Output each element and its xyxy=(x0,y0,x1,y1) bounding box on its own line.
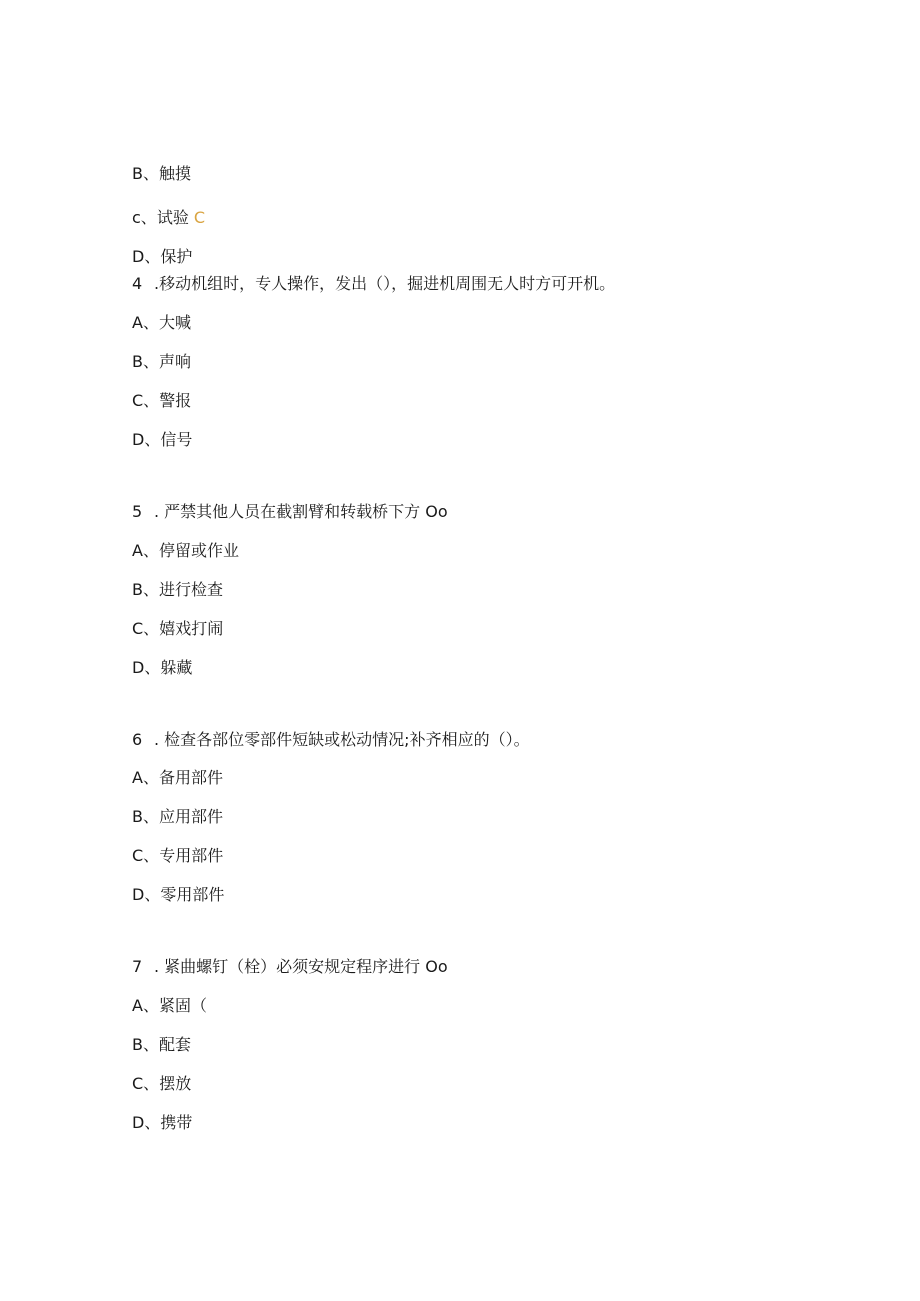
question-number: 6 xyxy=(132,730,143,749)
option-text: 进行检查 xyxy=(158,580,223,599)
option-d xyxy=(132,247,192,267)
option-letter: C、 xyxy=(132,846,160,865)
option-letter: B、 xyxy=(132,807,159,826)
option-letter: D、 xyxy=(132,658,161,677)
option-text: 应用部件 xyxy=(158,807,223,826)
option-a xyxy=(132,996,207,1016)
option-text: 零用部件 xyxy=(160,885,225,904)
option-text: 携带 xyxy=(160,1113,193,1132)
question-text: . 紧曲螺钉（栓）必须安规定程序进行 Oo xyxy=(154,957,448,976)
option-letter: A、 xyxy=(132,313,159,332)
option-b xyxy=(132,352,191,372)
option-letter: B、 xyxy=(132,352,159,371)
option-text: 声响 xyxy=(158,352,191,371)
option-text: 大喊 xyxy=(158,313,191,332)
option-d xyxy=(132,1113,192,1133)
option-letter: A、 xyxy=(132,541,159,560)
option-letter: C、 xyxy=(132,391,160,410)
option-c xyxy=(132,619,223,639)
option-letter: D、 xyxy=(132,247,161,266)
question-text: .移动机组时，专人操作，发出（），掘进机周围无人时方可开机。 xyxy=(154,274,616,293)
question-4 xyxy=(132,274,615,294)
question-text: . 检查各部位零部件短缺或松动情况;补齐相应的（）。 xyxy=(154,730,530,749)
option-letter: C、 xyxy=(132,619,160,638)
option-letter: A、 xyxy=(132,996,159,1015)
option-letter: B、 xyxy=(132,164,159,183)
option-b xyxy=(132,164,191,184)
question-6 xyxy=(132,730,530,750)
option-letter: B、 xyxy=(132,580,159,599)
option-extra-mark: C xyxy=(193,208,206,227)
option-letter: D、 xyxy=(132,1113,161,1132)
question-number: 4 xyxy=(132,274,143,293)
option-letter: D、 xyxy=(132,885,161,904)
option-c xyxy=(132,846,223,866)
option-letter: B、 xyxy=(132,1035,159,1054)
option-text: 嬉戏打闹 xyxy=(159,619,224,638)
option-b xyxy=(132,807,223,827)
option-c xyxy=(132,391,191,411)
option-text: 躲藏 xyxy=(160,658,193,677)
option-text: 配套 xyxy=(158,1035,191,1054)
option-text: 触摸 xyxy=(158,164,191,183)
question-5 xyxy=(132,502,448,522)
option-letter: D、 xyxy=(132,430,161,449)
question-number: 5 xyxy=(132,502,143,521)
option-b xyxy=(132,1035,191,1055)
option-text: 专用部件 xyxy=(159,846,224,865)
option-c xyxy=(132,208,205,228)
option-text: 试验 xyxy=(156,208,189,227)
option-text: 备用部件 xyxy=(158,768,223,787)
option-text: 摆放 xyxy=(159,1074,192,1093)
option-d xyxy=(132,430,192,450)
option-text: 停留或作业 xyxy=(158,541,239,560)
option-text: 保护 xyxy=(160,247,193,266)
option-text: 警报 xyxy=(159,391,192,410)
option-d xyxy=(132,658,192,678)
option-text: 紧固（ xyxy=(158,996,207,1015)
question-text: . 严禁其他人员在截割臂和转载桥下方 Oo xyxy=(154,502,448,521)
option-letter: c、 xyxy=(132,208,157,227)
option-letter: C、 xyxy=(132,1074,160,1093)
option-text: 信号 xyxy=(160,430,193,449)
option-a xyxy=(132,541,239,561)
option-d xyxy=(132,885,224,905)
option-c xyxy=(132,1074,191,1094)
option-a xyxy=(132,768,223,788)
option-b xyxy=(132,580,223,600)
option-letter: A、 xyxy=(132,768,159,787)
question-7 xyxy=(132,957,448,977)
option-a xyxy=(132,313,191,333)
question-number: 7 xyxy=(132,957,143,976)
